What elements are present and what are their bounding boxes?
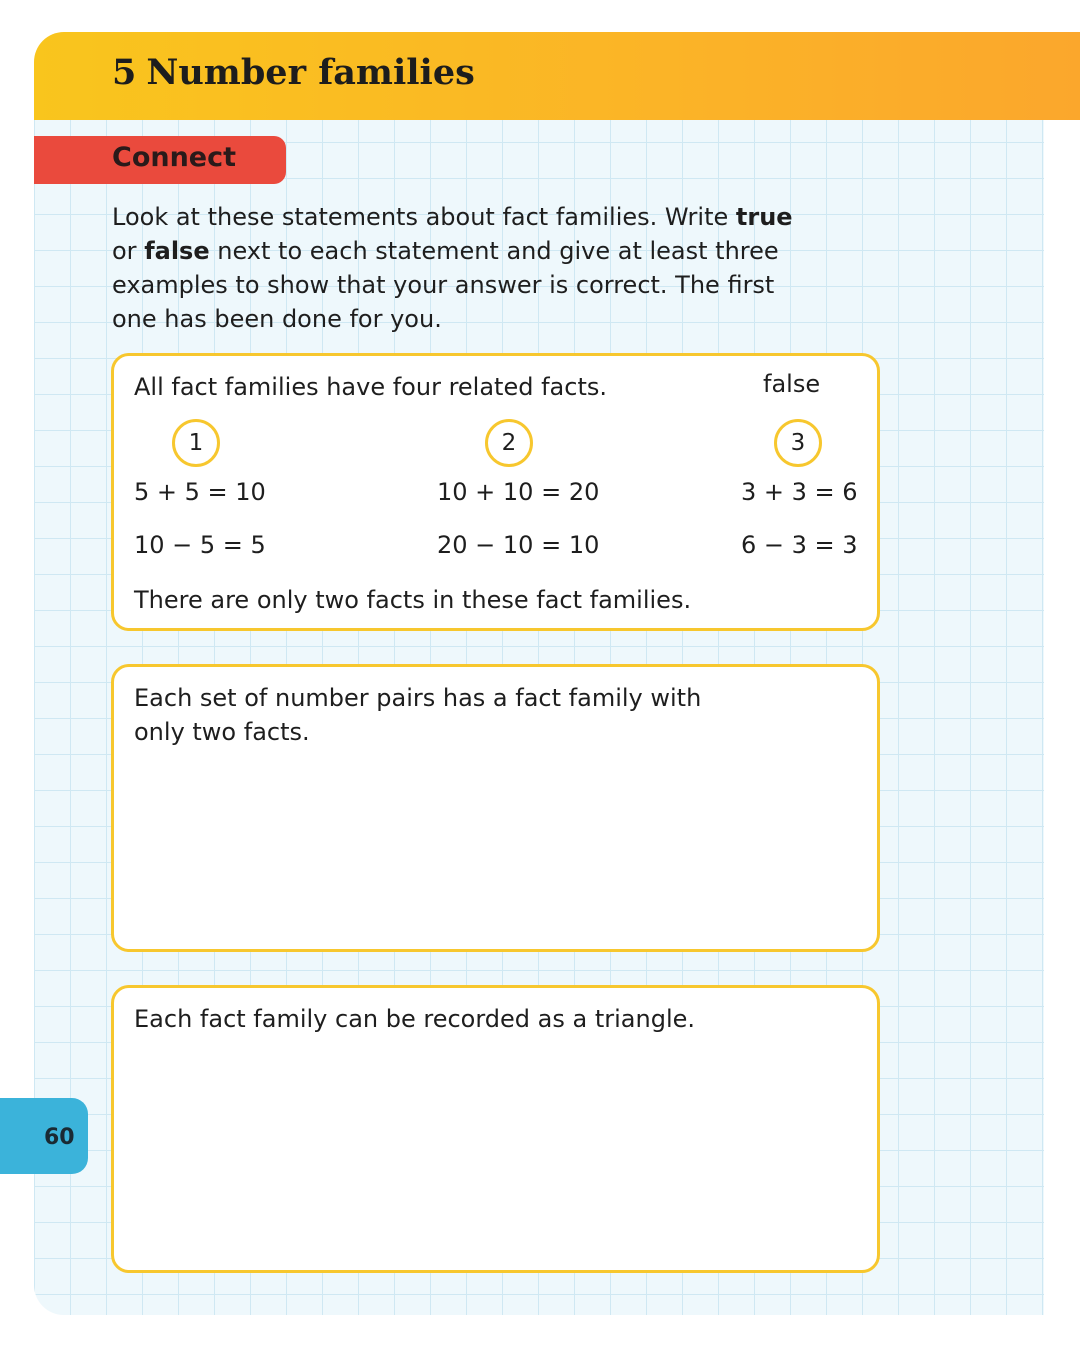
instructions-part2: or — [112, 237, 145, 265]
example-number-badge — [485, 419, 533, 467]
example-number-badge — [774, 419, 822, 467]
example-number: 3 — [790, 430, 806, 456]
subtraction-fact: 6 − 3 = 3 — [741, 531, 858, 559]
addition-fact: 10 + 10 = 20 — [437, 478, 600, 506]
addition-fact: 3 + 3 = 6 — [741, 478, 858, 506]
instructions — [112, 200, 812, 336]
statement-box-3[interactable] — [111, 985, 880, 1273]
statement-box-1 — [111, 353, 880, 631]
statement-text: All fact families have four related facts. — [134, 373, 607, 401]
answer-text: false — [763, 370, 821, 398]
instructions-part3: next to each statement and give at least three examples to show that your answer is correct. The first one has been done for you. — [112, 237, 779, 333]
statement-text: Each set of number pairs has a fact family with only two facts. — [134, 684, 702, 746]
section-number: 5 — [112, 52, 137, 93]
example-number: 2 — [501, 430, 517, 456]
page-edge — [1044, 120, 1080, 1320]
statement-box-2[interactable] — [111, 664, 880, 952]
example-number-badge — [172, 419, 220, 467]
example-number: 1 — [188, 430, 204, 456]
subtraction-fact: 20 − 10 = 10 — [437, 531, 600, 559]
page-number: 60 — [44, 1125, 75, 1150]
subtraction-fact: 10 − 5 = 5 — [134, 531, 266, 559]
instructions-true: true — [735, 203, 793, 231]
statement-text: Each fact family can be recorded as a triangle. — [134, 1005, 695, 1033]
addition-fact: 5 + 5 = 10 — [134, 478, 266, 506]
section-title: Number families — [146, 52, 475, 93]
page-title — [112, 52, 475, 93]
explanation-text: There are only two facts in these fact families. — [134, 586, 692, 614]
instructions-false: false — [144, 237, 210, 265]
connect-label: Connect — [112, 142, 237, 173]
instructions-part1: Look at these statements about fact families. Write — [112, 203, 736, 231]
